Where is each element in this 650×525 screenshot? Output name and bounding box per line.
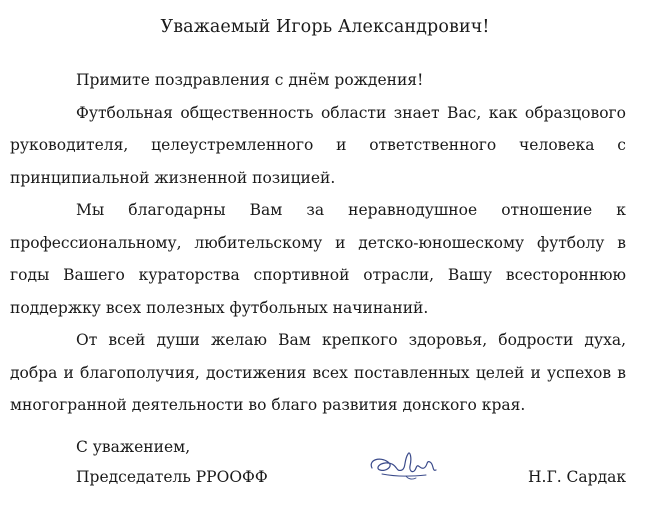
closing-position: Председатель РРООФФ xyxy=(76,468,268,486)
paragraph-greeting-text: Примите поздравления с днём рождения! xyxy=(76,71,424,89)
salutation: Уважаемый Игорь Александрович! xyxy=(160,17,490,37)
paragraph-greeting xyxy=(10,64,626,97)
paragraph-wishes-text: От всей души желаю Вам крепкого здоровья, бодрости духа, добра и благополучия, достижения всех поставленных целей и успехов в многогранной деятельности во благо развития донского края. xyxy=(10,331,626,414)
letter-body xyxy=(0,64,626,422)
paragraph-recognition xyxy=(10,97,626,195)
signatory-initials: Н.Г. Сардак xyxy=(528,468,627,486)
closing-block xyxy=(76,432,268,492)
handwritten-signature xyxy=(366,446,440,486)
paragraph-gratitude xyxy=(10,194,626,324)
paragraph-recognition-text: Футбольная общественность области знает Вас, как образцового руководителя, целеустремленного и ответственного человека с принципиальной жизненной позицией. xyxy=(10,103,626,187)
paragraph-wishes xyxy=(10,324,626,422)
closing-regards: С уважением, xyxy=(76,438,191,456)
paragraph-gratitude-text: Мы благодарны Вам за неравнодушное отношение к профессиональному, любительскому и детско-юношескому футболу в годы Вашего кураторства спортивной отрасли, Вашу всестороннюю поддержку всех полезных футбольных начинаний. xyxy=(10,201,626,317)
